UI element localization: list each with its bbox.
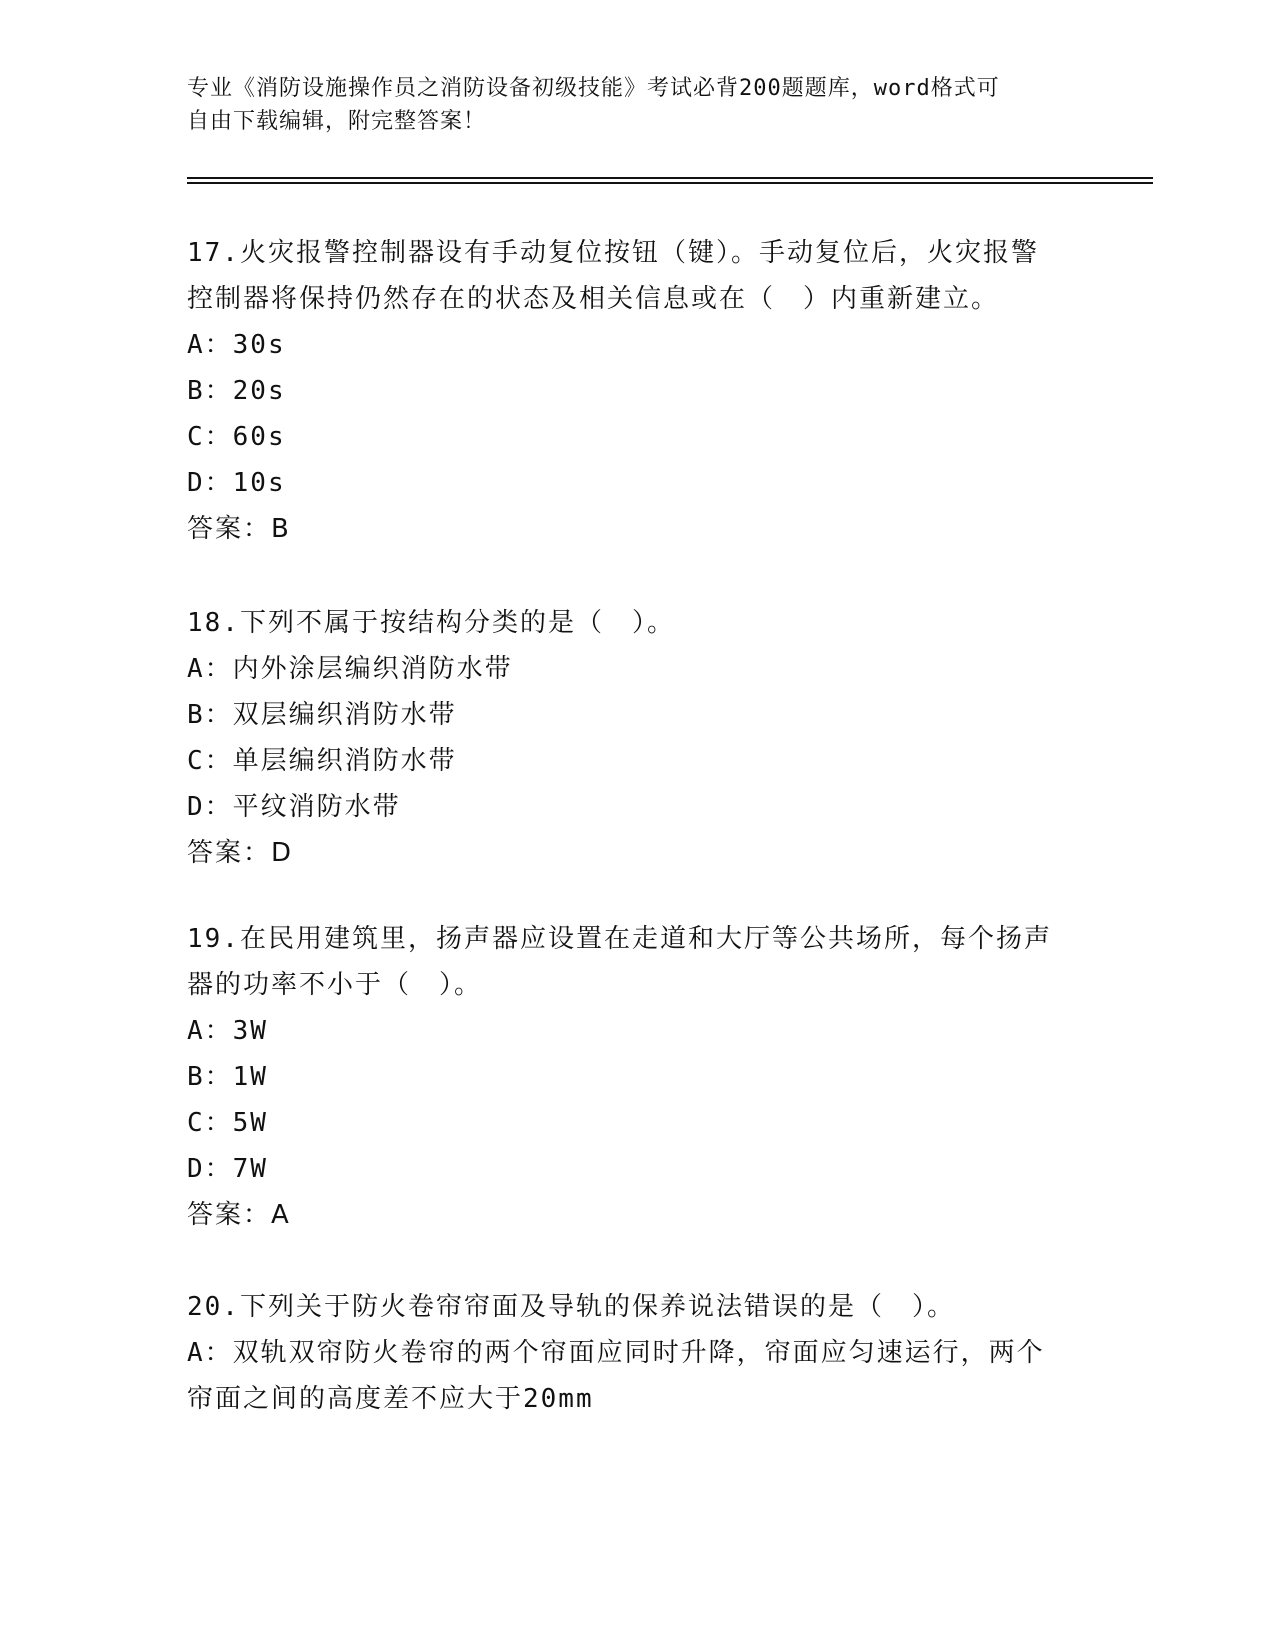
option-b: B：1W <box>187 1062 268 1092</box>
option-d: D：平纹消防水带 <box>187 792 401 822</box>
question-stem-line: 17.火灾报警控制器设有手动复位按钮（键）。手动复位后，火灾报警 <box>187 238 1039 268</box>
header-line-1: 专业《消防设施操作员之消防设备初级技能》考试必背200题题库，word格式可 <box>187 76 1000 101</box>
question-stem-line: 器的功率不小于（ ）。 <box>187 970 483 1000</box>
option-d: D：7W <box>187 1154 268 1184</box>
question-17 <box>187 230 1087 552</box>
option-a-continued: 帘面之间的高度差不应大于20mm <box>187 1384 594 1414</box>
question-19 <box>187 916 1087 1238</box>
answer: 答案：D <box>187 838 294 868</box>
question-20 <box>187 1284 1087 1422</box>
option-a: A：内外涂层编织消防水带 <box>187 654 513 684</box>
question-stem-line: 控制器将保持仍然存在的状态及相关信息或在（ ）内重新建立。 <box>187 284 1000 314</box>
answer: 答案：B <box>187 514 291 544</box>
header-line-2: 自由下载编辑，附完整答案！ <box>187 109 487 134</box>
header-divider-top <box>187 177 1153 179</box>
question-stem-line: 19.在民用建筑里，扬声器应设置在走道和大厅等公共场所，每个扬声 <box>187 924 1052 954</box>
option-d: D：10s <box>187 468 286 498</box>
option-c: C：单层编织消防水带 <box>187 746 457 776</box>
option-a: A：双轨双帘防火卷帘的两个帘面应同时升降，帘面应匀速运行，两个 <box>187 1338 1045 1368</box>
option-a: A：3W <box>187 1016 268 1046</box>
question-stem-line: 20.下列关于防火卷帘帘面及导轨的保养说法错误的是（ ）。 <box>187 1292 955 1322</box>
option-c: C：5W <box>187 1108 268 1138</box>
option-b: B：20s <box>187 376 286 406</box>
option-a: A：30s <box>187 330 286 360</box>
option-c: C：60s <box>187 422 286 452</box>
question-18 <box>187 600 1087 876</box>
question-stem-line: 18.下列不属于按结构分类的是（ ）。 <box>187 608 675 638</box>
header-divider-bottom <box>187 182 1153 184</box>
answer: 答案：A <box>187 1200 291 1230</box>
document-header <box>187 72 1067 138</box>
option-b: B：双层编织消防水带 <box>187 700 457 730</box>
